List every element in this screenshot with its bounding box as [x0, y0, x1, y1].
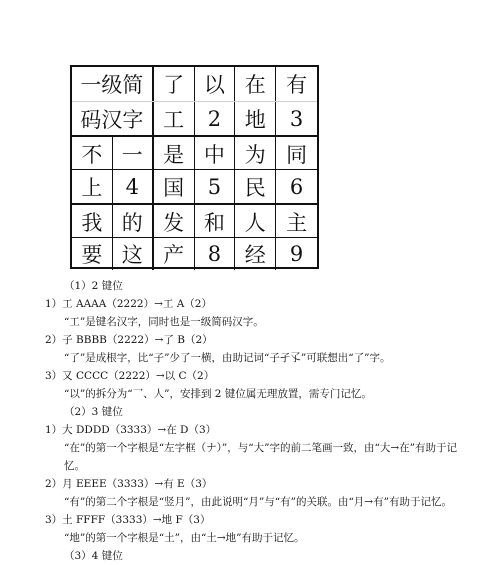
paragraph: “地”的第一个字根是“土”，由“土→地”有助于记忆。 — [64, 532, 305, 544]
grid-cell: 2 — [195, 102, 236, 136]
grid-cell: 国 — [154, 170, 195, 204]
grid-cell: 4 — [113, 170, 154, 204]
paragraph: “有”的第二个字根是“竖月”，由此说明“月”与“有”的关联。由“月→有”有助于记忆。 — [64, 496, 452, 508]
grid-cell: 中 — [195, 137, 236, 171]
grid-cell: 我 — [72, 205, 113, 239]
grid-cell: 6 — [289, 175, 304, 199]
grid-cell: 上 — [72, 170, 113, 204]
grid-cell: 9 — [289, 242, 304, 266]
paragraph: “以”的拆分为“乛、人”，安排到 2 键位属无理放置，需专门记忆。 — [64, 388, 372, 400]
item-heading: 3）土 FFFF（3333）→地 F（3） — [45, 514, 211, 526]
grid-cell: 不 — [72, 137, 113, 171]
section-heading: （1）2 键位 — [64, 280, 123, 292]
grid-cell: 有 — [286, 73, 308, 97]
section-heading: （2）3 键位 — [64, 406, 123, 418]
paragraph: “了”是成根字，比“子”少了一横，由助记词“子孑孓”可联想出“了”字。 — [64, 352, 391, 364]
item-heading: 1）大 DDDD（3333）→在 D（3） — [45, 424, 217, 436]
grid-cell: 这 — [113, 238, 154, 270]
grid-row — [72, 169, 317, 204]
grid-cell: 经 — [235, 238, 276, 270]
grid-cell: 要 — [72, 238, 113, 270]
grid-row — [72, 67, 317, 101]
section-heading: （3）4 键位 — [64, 550, 123, 562]
item-heading: 2）月 EEEE（3333）→有 E（3） — [45, 478, 213, 490]
grid-cell: 3 — [289, 107, 304, 131]
grid-cell: 产 — [154, 238, 195, 270]
document-body — [45, 277, 472, 565]
grid-cell: 同 — [286, 143, 308, 167]
item-heading: 1）工 AAAA（2222）→工 A（2） — [45, 298, 212, 310]
character-grid — [70, 65, 319, 269]
grid-cell: 主 — [286, 211, 308, 235]
grid-row — [72, 237, 317, 270]
grid-cell: 码汉字 — [72, 102, 154, 136]
grid-cell: 以 — [195, 67, 236, 101]
grid-cell: 一级简 — [72, 67, 154, 101]
paragraph: “在”的第一个字根是“左字框（ナ）”，与“大”字的前二笔画一致，由“大→在”有助于记忆。 — [64, 442, 457, 472]
grid-cell: 地 — [235, 102, 276, 136]
grid-cell: 8 — [195, 238, 236, 270]
grid-cell: 在 — [235, 67, 276, 101]
grid-cell: 了 — [154, 67, 195, 101]
grid-cell: 工 — [154, 102, 195, 136]
grid-cell: 是 — [154, 137, 195, 171]
grid-cell: 和 — [195, 205, 236, 239]
grid-cell: 一 — [113, 137, 154, 171]
grid-row — [72, 101, 317, 136]
grid-cell: 的 — [113, 205, 154, 239]
item-heading: 3）又 CCCC（2222）→以 C（2） — [45, 370, 215, 382]
grid-cell: 为 — [235, 137, 276, 171]
grid-row — [72, 135, 317, 171]
grid-cell: 发 — [154, 205, 195, 239]
paragraph: “工”是键名汉字，同时也是一级简码汉字。 — [64, 316, 264, 328]
grid-cell: 民 — [235, 170, 276, 204]
item-heading: 2）子 BBBB（2222）→了 B（2） — [45, 334, 213, 346]
grid-cell: 5 — [195, 170, 236, 204]
grid-row — [72, 203, 317, 239]
grid-cell: 人 — [235, 205, 276, 239]
